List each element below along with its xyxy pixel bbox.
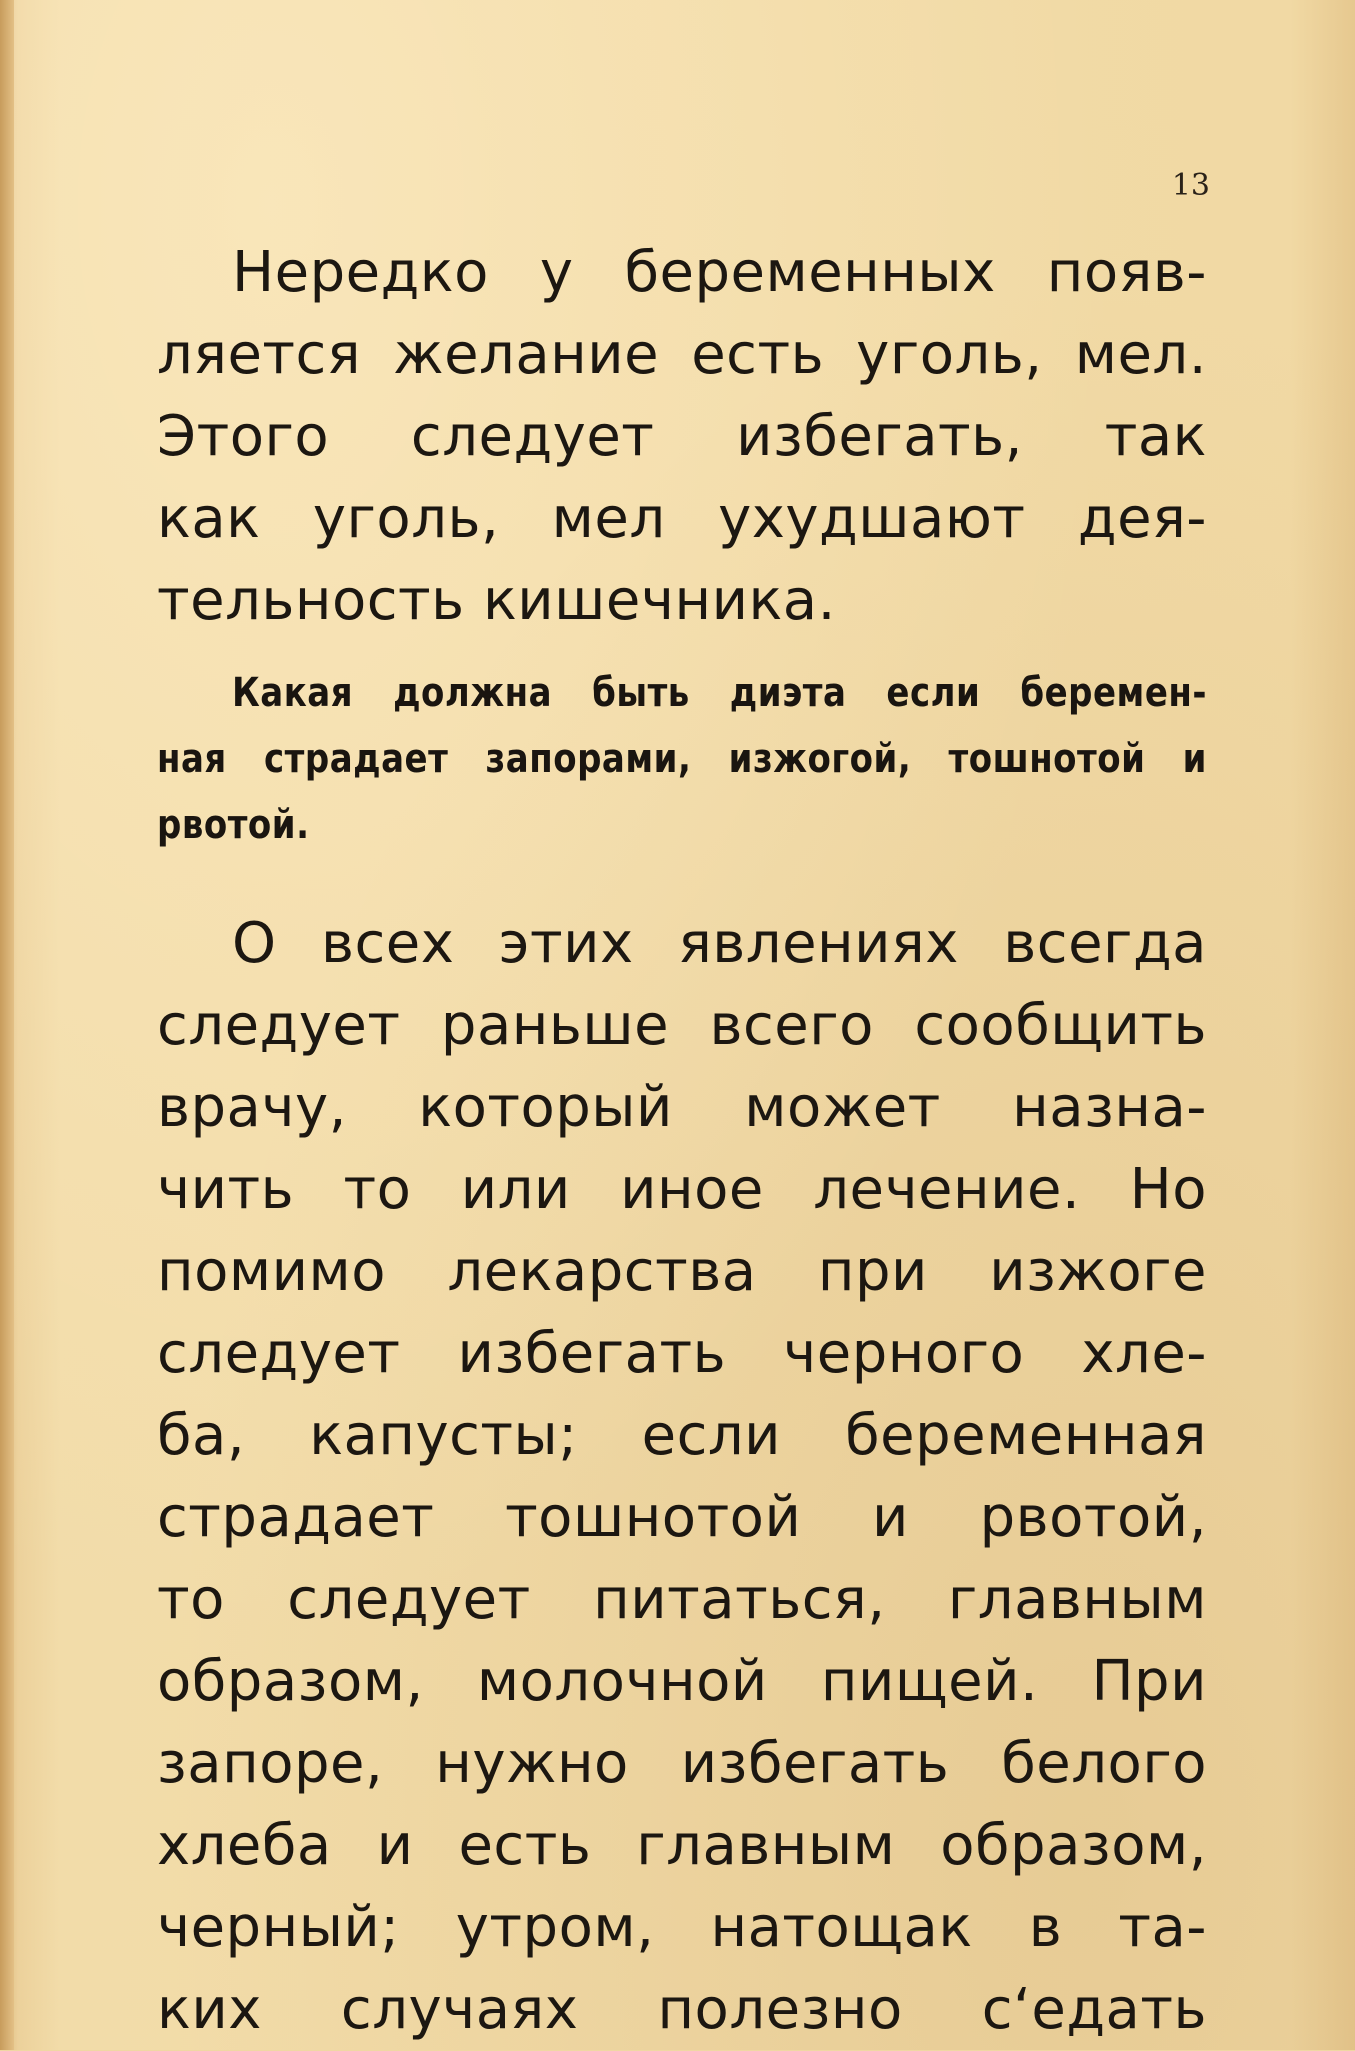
paragraph-2-line: образом, молочной пищей. При	[157, 1649, 1207, 1714]
paragraph-1-line: Нередко у беременных появ-	[232, 240, 1207, 305]
paragraph-2-line: то следует питаться, главным	[157, 1567, 1207, 1632]
paragraph-2	[157, 903, 1207, 2051]
paragraph-1-line: Этого следует избегать, так	[157, 404, 1207, 469]
paragraph-2-line: запоре, нужно избегать белого	[157, 1731, 1207, 1796]
section-heading-line: Какая должна быть диэта если беремен-	[232, 669, 1207, 717]
page-number: 13	[1171, 168, 1210, 203]
paragraph-2-line: черный; утром, натощак в та-	[157, 1895, 1207, 1960]
paragraph-2-line: следует избегать черного хле-	[157, 1321, 1207, 1386]
paragraph-2-line: хлеба и есть главным образом,	[157, 1813, 1207, 1878]
paragraph-1	[157, 232, 1207, 642]
section-heading-line: ная страдает запорами, изжогой, тошнотой и	[157, 735, 1207, 783]
paragraph-1-line: как уголь, мел ухудшают дея-	[157, 486, 1207, 551]
section-heading-line: рвотой.	[157, 801, 310, 849]
paragraph-2-line: чить то или иное лечение. Но	[157, 1157, 1207, 1222]
section-heading	[157, 660, 1207, 858]
paragraph-1-line: тельность кишечника.	[157, 568, 836, 633]
paragraph-2-line: страдает тошнотой и рвотой,	[157, 1485, 1207, 1550]
paragraph-2-line: следует раньше всего сообщить	[157, 993, 1207, 1058]
paragraph-1-line: ляется желание есть уголь, мел.	[157, 322, 1207, 387]
paragraph-2-line: ких случаях полезно с‘едать	[157, 1977, 1207, 2042]
paragraph-2-line: помимо лекарства при изжоге	[157, 1239, 1207, 1304]
paragraph-2-line: ба, капусты; если беременная	[157, 1403, 1207, 1468]
page-binding-edge	[0, 0, 14, 2050]
paragraph-2-line: О всех этих явлениях всегда	[232, 911, 1207, 976]
paragraph-2-line: врачу, который может назна-	[157, 1075, 1207, 1140]
